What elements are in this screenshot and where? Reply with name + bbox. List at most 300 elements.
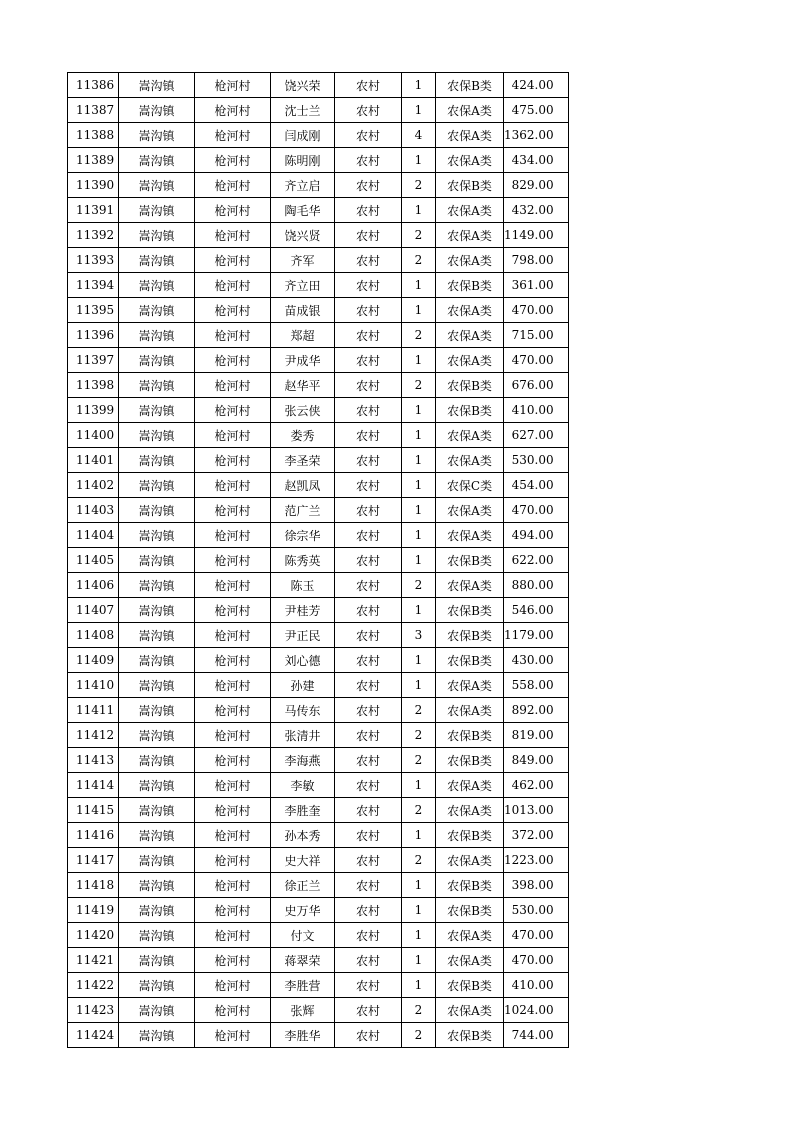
amount-cell: 470.00 [504, 923, 569, 948]
record-id-cell: 11394 [68, 273, 119, 298]
town-cell: 嵩沟镇 [119, 123, 195, 148]
record-id-cell: 11406 [68, 573, 119, 598]
town-cell: 嵩沟镇 [119, 723, 195, 748]
name-cell: 史万华 [271, 898, 335, 923]
town-cell: 嵩沟镇 [119, 548, 195, 573]
area-type-cell: 农村 [335, 123, 402, 148]
name-cell: 齐立启 [271, 173, 335, 198]
area-type-cell: 农村 [335, 548, 402, 573]
table-row [68, 248, 569, 273]
area-type-cell: 农村 [335, 223, 402, 248]
area-type-cell: 农村 [335, 448, 402, 473]
name-cell: 张云侠 [271, 398, 335, 423]
household-size-cell: 1 [402, 523, 436, 548]
category-cell: 农保B类 [436, 623, 504, 648]
village-cell: 枪河村 [195, 298, 271, 323]
household-size-cell: 1 [402, 348, 436, 373]
category-cell: 农保C类 [436, 473, 504, 498]
table-row [68, 648, 569, 673]
record-id-cell: 11389 [68, 148, 119, 173]
record-id-cell: 11390 [68, 173, 119, 198]
town-cell: 嵩沟镇 [119, 448, 195, 473]
name-cell: 李胜奎 [271, 798, 335, 823]
table-row [68, 273, 569, 298]
village-cell: 枪河村 [195, 698, 271, 723]
category-cell: 农保A类 [436, 148, 504, 173]
category-cell: 农保A类 [436, 698, 504, 723]
amount-cell: 1013.00 [504, 798, 569, 823]
name-cell: 苗成银 [271, 298, 335, 323]
area-type-cell: 农村 [335, 73, 402, 98]
category-cell: 农保A类 [436, 248, 504, 273]
household-size-cell: 1 [402, 498, 436, 523]
category-cell: 农保A类 [436, 923, 504, 948]
table-row [68, 448, 569, 473]
household-size-cell: 1 [402, 198, 436, 223]
table-row [68, 348, 569, 373]
household-size-cell: 2 [402, 223, 436, 248]
household-size-cell: 2 [402, 373, 436, 398]
name-cell: 刘心德 [271, 648, 335, 673]
name-cell: 闫成刚 [271, 123, 335, 148]
area-type-cell: 农村 [335, 248, 402, 273]
household-size-cell: 2 [402, 698, 436, 723]
category-cell: 农保B类 [436, 1023, 504, 1048]
category-cell: 农保A类 [436, 123, 504, 148]
record-id-cell: 11386 [68, 73, 119, 98]
village-cell: 枪河村 [195, 548, 271, 573]
household-size-cell: 3 [402, 623, 436, 648]
table-row [68, 98, 569, 123]
amount-cell: 424.00 [504, 73, 569, 98]
town-cell: 嵩沟镇 [119, 248, 195, 273]
table-row [68, 973, 569, 998]
household-size-cell: 1 [402, 98, 436, 123]
name-cell: 马传东 [271, 698, 335, 723]
category-cell: 农保B类 [436, 748, 504, 773]
village-cell: 枪河村 [195, 498, 271, 523]
table-row [68, 823, 569, 848]
name-cell: 尹成华 [271, 348, 335, 373]
table-row [68, 873, 569, 898]
village-cell: 枪河村 [195, 848, 271, 873]
record-id-cell: 11413 [68, 748, 119, 773]
record-id-cell: 11416 [68, 823, 119, 848]
town-cell: 嵩沟镇 [119, 948, 195, 973]
record-id-cell: 11392 [68, 223, 119, 248]
name-cell: 徐正兰 [271, 873, 335, 898]
category-cell: 农保B类 [436, 398, 504, 423]
category-cell: 农保B类 [436, 723, 504, 748]
category-cell: 农保B类 [436, 648, 504, 673]
category-cell: 农保A类 [436, 348, 504, 373]
village-cell: 枪河村 [195, 348, 271, 373]
table-row [68, 848, 569, 873]
household-size-cell: 1 [402, 648, 436, 673]
name-cell: 范广兰 [271, 498, 335, 523]
town-cell: 嵩沟镇 [119, 648, 195, 673]
amount-cell: 494.00 [504, 523, 569, 548]
area-type-cell: 农村 [335, 648, 402, 673]
name-cell: 蒋翠荣 [271, 948, 335, 973]
town-cell: 嵩沟镇 [119, 273, 195, 298]
name-cell: 徐宗华 [271, 523, 335, 548]
amount-cell: 715.00 [504, 323, 569, 348]
area-type-cell: 农村 [335, 523, 402, 548]
area-type-cell: 农村 [335, 423, 402, 448]
town-cell: 嵩沟镇 [119, 773, 195, 798]
area-type-cell: 农村 [335, 973, 402, 998]
category-cell: 农保A类 [436, 798, 504, 823]
household-size-cell: 1 [402, 423, 436, 448]
village-cell: 枪河村 [195, 773, 271, 798]
category-cell: 农保A类 [436, 673, 504, 698]
record-id-cell: 11415 [68, 798, 119, 823]
household-size-cell: 2 [402, 798, 436, 823]
table-row [68, 773, 569, 798]
category-cell: 农保A类 [436, 198, 504, 223]
amount-cell: 627.00 [504, 423, 569, 448]
name-cell: 李胜华 [271, 1023, 335, 1048]
area-type-cell: 农村 [335, 323, 402, 348]
category-cell: 农保A类 [436, 998, 504, 1023]
town-cell: 嵩沟镇 [119, 573, 195, 598]
category-cell: 农保B类 [436, 823, 504, 848]
village-cell: 枪河村 [195, 323, 271, 348]
category-cell: 农保B类 [436, 373, 504, 398]
record-id-cell: 11399 [68, 398, 119, 423]
area-type-cell: 农村 [335, 873, 402, 898]
amount-cell: 546.00 [504, 598, 569, 623]
area-type-cell: 农村 [335, 198, 402, 223]
village-cell: 枪河村 [195, 523, 271, 548]
town-cell: 嵩沟镇 [119, 598, 195, 623]
area-type-cell: 农村 [335, 1023, 402, 1048]
village-cell: 枪河村 [195, 73, 271, 98]
table-row [68, 923, 569, 948]
town-cell: 嵩沟镇 [119, 373, 195, 398]
area-type-cell: 农村 [335, 348, 402, 373]
table-row [68, 123, 569, 148]
name-cell: 陈玉 [271, 573, 335, 598]
table-row [68, 298, 569, 323]
category-cell: 农保B类 [436, 973, 504, 998]
table-row [68, 223, 569, 248]
record-id-cell: 11388 [68, 123, 119, 148]
category-cell: 农保A类 [436, 223, 504, 248]
table-row [68, 948, 569, 973]
category-cell: 农保B类 [436, 898, 504, 923]
town-cell: 嵩沟镇 [119, 873, 195, 898]
village-cell: 枪河村 [195, 198, 271, 223]
category-cell: 农保B类 [436, 273, 504, 298]
town-cell: 嵩沟镇 [119, 1023, 195, 1048]
record-id-cell: 11396 [68, 323, 119, 348]
area-type-cell: 农村 [335, 748, 402, 773]
table-row [68, 673, 569, 698]
village-cell: 枪河村 [195, 598, 271, 623]
area-type-cell: 农村 [335, 673, 402, 698]
household-size-cell: 1 [402, 273, 436, 298]
village-cell: 枪河村 [195, 823, 271, 848]
record-id-cell: 11407 [68, 598, 119, 623]
amount-cell: 398.00 [504, 873, 569, 898]
area-type-cell: 农村 [335, 473, 402, 498]
name-cell: 赵华平 [271, 373, 335, 398]
village-cell: 枪河村 [195, 1023, 271, 1048]
household-size-cell: 1 [402, 823, 436, 848]
village-cell: 枪河村 [195, 798, 271, 823]
amount-cell: 1223.00 [504, 848, 569, 873]
table-row [68, 198, 569, 223]
area-type-cell: 农村 [335, 773, 402, 798]
town-cell: 嵩沟镇 [119, 623, 195, 648]
name-cell: 赵凯凤 [271, 473, 335, 498]
amount-cell: 849.00 [504, 748, 569, 773]
amount-cell: 530.00 [504, 448, 569, 473]
amount-cell: 410.00 [504, 398, 569, 423]
name-cell: 齐立田 [271, 273, 335, 298]
name-cell: 陶毛华 [271, 198, 335, 223]
table-row [68, 423, 569, 448]
town-cell: 嵩沟镇 [119, 98, 195, 123]
category-cell: 农保A类 [436, 848, 504, 873]
amount-cell: 470.00 [504, 298, 569, 323]
name-cell: 孙建 [271, 673, 335, 698]
record-id-cell: 11403 [68, 498, 119, 523]
town-cell: 嵩沟镇 [119, 473, 195, 498]
record-id-cell: 11402 [68, 473, 119, 498]
household-size-cell: 4 [402, 123, 436, 148]
town-cell: 嵩沟镇 [119, 498, 195, 523]
town-cell: 嵩沟镇 [119, 298, 195, 323]
village-cell: 枪河村 [195, 898, 271, 923]
category-cell: 农保A类 [436, 98, 504, 123]
town-cell: 嵩沟镇 [119, 998, 195, 1023]
area-type-cell: 农村 [335, 298, 402, 323]
amount-cell: 829.00 [504, 173, 569, 198]
category-cell: 农保A类 [436, 323, 504, 348]
household-size-cell: 1 [402, 873, 436, 898]
town-cell: 嵩沟镇 [119, 173, 195, 198]
amount-cell: 470.00 [504, 348, 569, 373]
name-cell: 郑超 [271, 323, 335, 348]
name-cell: 齐军 [271, 248, 335, 273]
table-row [68, 373, 569, 398]
record-id-cell: 11418 [68, 873, 119, 898]
name-cell: 尹桂芳 [271, 598, 335, 623]
record-id-cell: 11393 [68, 248, 119, 273]
village-cell: 枪河村 [195, 873, 271, 898]
village-cell: 枪河村 [195, 273, 271, 298]
town-cell: 嵩沟镇 [119, 823, 195, 848]
record-id-cell: 11409 [68, 648, 119, 673]
area-type-cell: 农村 [335, 623, 402, 648]
record-id-cell: 11410 [68, 673, 119, 698]
village-cell: 枪河村 [195, 673, 271, 698]
amount-cell: 880.00 [504, 573, 569, 598]
name-cell: 李敏 [271, 773, 335, 798]
name-cell: 尹正民 [271, 623, 335, 648]
amount-cell: 361.00 [504, 273, 569, 298]
village-cell: 枪河村 [195, 373, 271, 398]
household-size-cell: 2 [402, 323, 436, 348]
name-cell: 饶兴贤 [271, 223, 335, 248]
record-id-cell: 11421 [68, 948, 119, 973]
village-cell: 枪河村 [195, 923, 271, 948]
household-size-cell: 2 [402, 248, 436, 273]
village-cell: 枪河村 [195, 123, 271, 148]
area-type-cell: 农村 [335, 698, 402, 723]
amount-cell: 470.00 [504, 498, 569, 523]
table-row [68, 998, 569, 1023]
amount-cell: 462.00 [504, 773, 569, 798]
record-id-cell: 11400 [68, 423, 119, 448]
record-id-cell: 11408 [68, 623, 119, 648]
name-cell: 史大祥 [271, 848, 335, 873]
household-size-cell: 1 [402, 548, 436, 573]
table-row [68, 573, 569, 598]
table-row [68, 698, 569, 723]
area-type-cell: 农村 [335, 948, 402, 973]
name-cell: 李圣荣 [271, 448, 335, 473]
town-cell: 嵩沟镇 [119, 423, 195, 448]
amount-cell: 470.00 [504, 948, 569, 973]
town-cell: 嵩沟镇 [119, 798, 195, 823]
area-type-cell: 农村 [335, 173, 402, 198]
village-cell: 枪河村 [195, 223, 271, 248]
table-row [68, 898, 569, 923]
area-type-cell: 农村 [335, 898, 402, 923]
household-size-cell: 2 [402, 173, 436, 198]
record-id-cell: 11420 [68, 923, 119, 948]
category-cell: 农保B类 [436, 873, 504, 898]
town-cell: 嵩沟镇 [119, 223, 195, 248]
town-cell: 嵩沟镇 [119, 523, 195, 548]
town-cell: 嵩沟镇 [119, 748, 195, 773]
name-cell: 沈士兰 [271, 98, 335, 123]
name-cell: 饶兴荣 [271, 73, 335, 98]
village-cell: 枪河村 [195, 948, 271, 973]
amount-cell: 432.00 [504, 198, 569, 223]
record-id-cell: 11401 [68, 448, 119, 473]
town-cell: 嵩沟镇 [119, 398, 195, 423]
category-cell: 农保A类 [436, 448, 504, 473]
area-type-cell: 农村 [335, 823, 402, 848]
name-cell: 娄秀 [271, 423, 335, 448]
household-size-cell: 2 [402, 573, 436, 598]
village-cell: 枪河村 [195, 573, 271, 598]
village-cell: 枪河村 [195, 723, 271, 748]
table-row [68, 473, 569, 498]
amount-cell: 1179.00 [504, 623, 569, 648]
amount-cell: 798.00 [504, 248, 569, 273]
household-size-cell: 1 [402, 923, 436, 948]
area-type-cell: 农村 [335, 498, 402, 523]
area-type-cell: 农村 [335, 798, 402, 823]
area-type-cell: 农村 [335, 398, 402, 423]
category-cell: 农保B类 [436, 598, 504, 623]
category-cell: 农保B类 [436, 73, 504, 98]
area-type-cell: 农村 [335, 723, 402, 748]
record-id-cell: 11423 [68, 998, 119, 1023]
household-size-cell: 2 [402, 1023, 436, 1048]
record-id-cell: 11417 [68, 848, 119, 873]
category-cell: 农保A类 [436, 523, 504, 548]
name-cell: 付文 [271, 923, 335, 948]
table-row [68, 798, 569, 823]
area-type-cell: 农村 [335, 573, 402, 598]
household-size-cell: 1 [402, 298, 436, 323]
amount-cell: 1024.00 [504, 998, 569, 1023]
table-row [68, 623, 569, 648]
village-cell: 枪河村 [195, 648, 271, 673]
amount-cell: 1149.00 [504, 223, 569, 248]
name-cell: 李海燕 [271, 748, 335, 773]
household-size-cell: 1 [402, 673, 436, 698]
town-cell: 嵩沟镇 [119, 673, 195, 698]
household-size-cell: 2 [402, 848, 436, 873]
table-row [68, 148, 569, 173]
category-cell: 农保A类 [436, 298, 504, 323]
record-id-cell: 11419 [68, 898, 119, 923]
town-cell: 嵩沟镇 [119, 973, 195, 998]
village-cell: 枪河村 [195, 173, 271, 198]
village-cell: 枪河村 [195, 973, 271, 998]
table-row [68, 398, 569, 423]
village-cell: 枪河村 [195, 98, 271, 123]
name-cell: 张清井 [271, 723, 335, 748]
area-type-cell: 农村 [335, 273, 402, 298]
village-cell: 枪河村 [195, 623, 271, 648]
table-row [68, 748, 569, 773]
area-type-cell: 农村 [335, 848, 402, 873]
category-cell: 农保A类 [436, 948, 504, 973]
amount-cell: 372.00 [504, 823, 569, 848]
amount-cell: 530.00 [504, 898, 569, 923]
village-cell: 枪河村 [195, 473, 271, 498]
table-row [68, 1023, 569, 1048]
table-row [68, 73, 569, 98]
household-size-cell: 1 [402, 398, 436, 423]
town-cell: 嵩沟镇 [119, 848, 195, 873]
household-size-cell: 1 [402, 448, 436, 473]
category-cell: 农保A类 [436, 773, 504, 798]
amount-cell: 475.00 [504, 98, 569, 123]
household-size-cell: 1 [402, 598, 436, 623]
table-row [68, 598, 569, 623]
town-cell: 嵩沟镇 [119, 198, 195, 223]
household-size-cell: 2 [402, 998, 436, 1023]
amount-cell: 819.00 [504, 723, 569, 748]
record-id-cell: 11411 [68, 698, 119, 723]
category-cell: 农保B类 [436, 173, 504, 198]
household-size-cell: 1 [402, 73, 436, 98]
area-type-cell: 农村 [335, 98, 402, 123]
village-cell: 枪河村 [195, 423, 271, 448]
category-cell: 农保B类 [436, 548, 504, 573]
area-type-cell: 农村 [335, 923, 402, 948]
name-cell: 陈秀英 [271, 548, 335, 573]
town-cell: 嵩沟镇 [119, 148, 195, 173]
village-cell: 枪河村 [195, 248, 271, 273]
record-id-cell: 11422 [68, 973, 119, 998]
village-cell: 枪河村 [195, 448, 271, 473]
area-type-cell: 农村 [335, 998, 402, 1023]
household-size-cell: 1 [402, 973, 436, 998]
household-size-cell: 1 [402, 148, 436, 173]
table-row [68, 723, 569, 748]
